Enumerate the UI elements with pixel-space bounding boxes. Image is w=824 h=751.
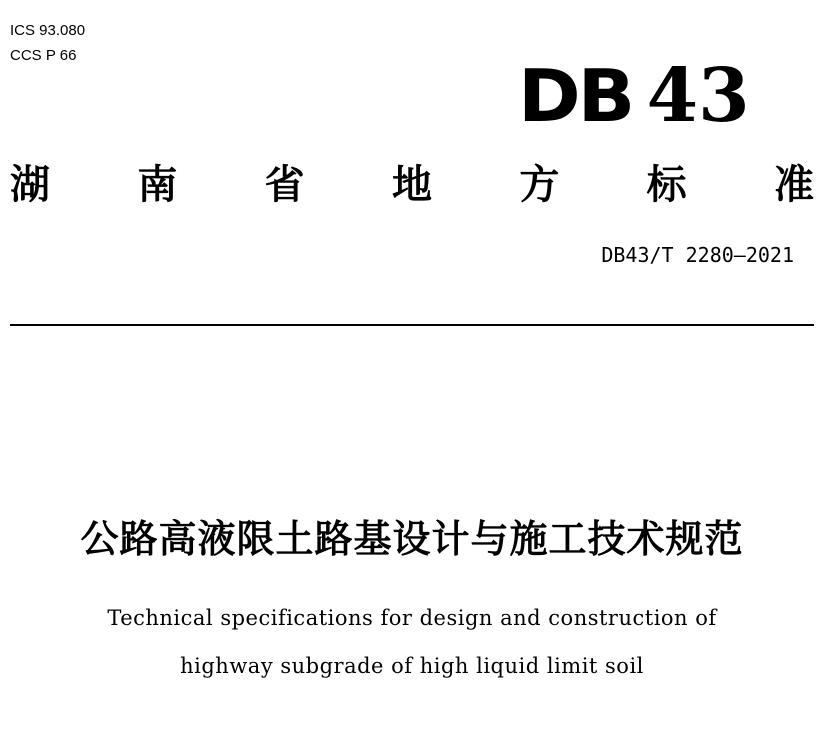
english-title [0,594,824,690]
logo-db-text: DB [518,54,633,138]
standard-type-char: 湖 [10,162,50,208]
ccs-code: CCS P 66 [10,47,77,64]
chinese-title: 公路高液限土路基设计与施工技术规范 [80,517,744,561]
standard-type-char: 标 [646,162,687,208]
english-title-line-1: Technical specifications for design and construction of [107,606,717,630]
ics-code: ICS 93.080 [10,22,86,39]
standard-type-char: 南 [137,162,178,208]
header-divider [10,324,814,326]
logo-region-code: 43 [646,53,750,139]
standard-type-char: 方 [519,162,560,208]
standard-number: DB43/T 2280—2021 [601,243,794,267]
classification-codes [10,18,85,68]
standard-type-char: 地 [391,162,432,208]
standard-type-char: 省 [264,162,305,208]
db-logo [518,53,750,139]
standard-type-heading [10,160,814,210]
english-title-line-2: highway subgrade of high liquid limit soil [180,654,644,678]
standard-type-char: 准 [773,162,814,208]
